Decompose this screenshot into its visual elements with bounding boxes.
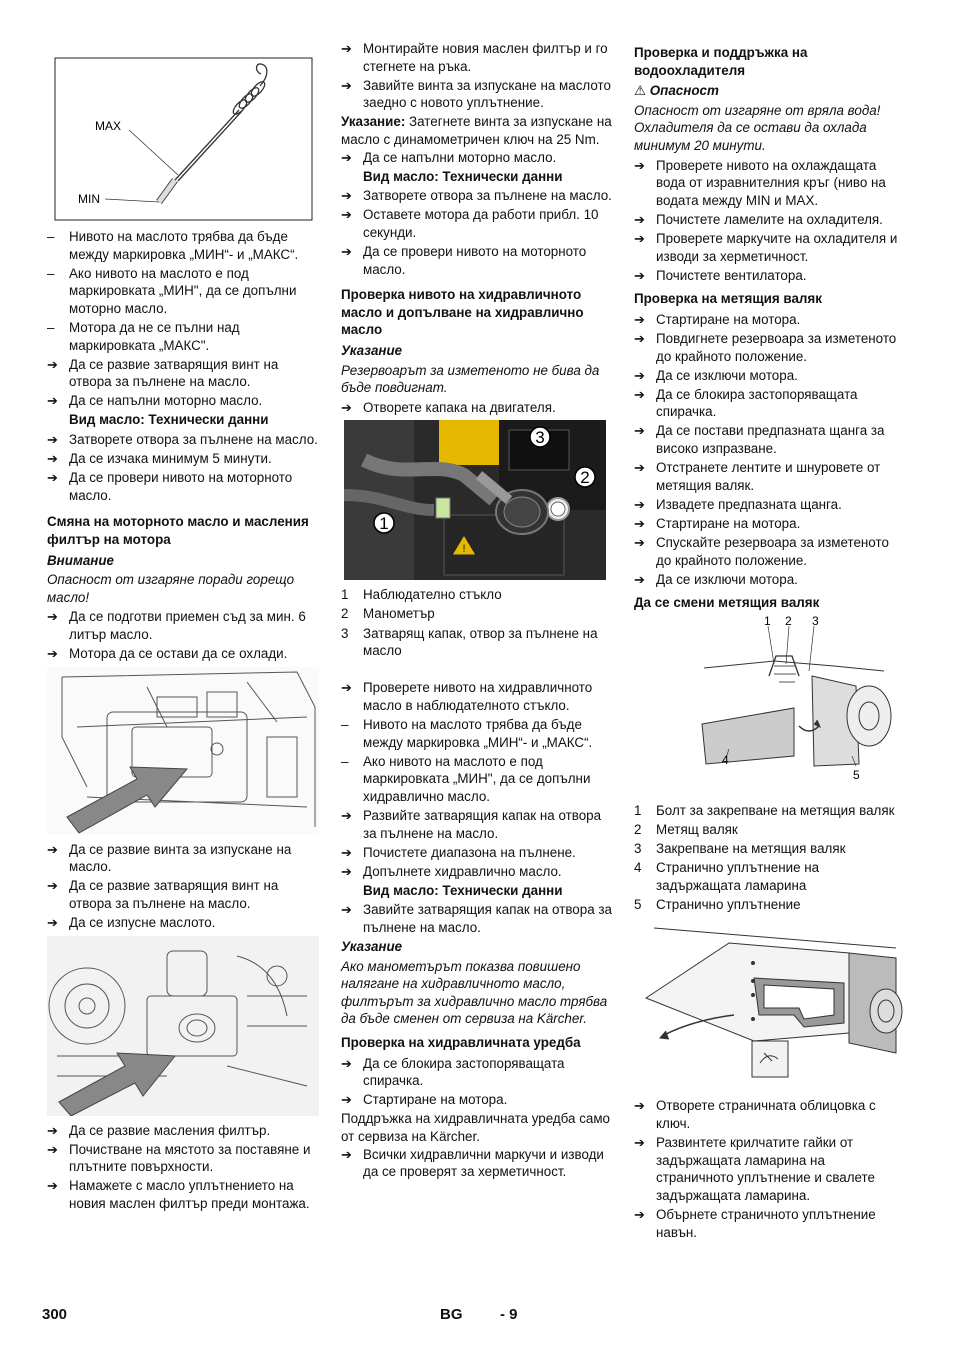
arrow-icon: ➔ [634, 496, 645, 512]
arrow-icon: ➔ [47, 646, 58, 662]
note-text: Резервоарът за изметеното не бива да бъде повдигнат. [341, 362, 600, 396]
note-label: Указание [341, 343, 403, 358]
torque-note: Указание: Затегнете винта за изпускане на масло с динамометричен ключ на 25 Nm. [341, 114, 612, 147]
note-text: Ако манометърът показва повишено налягане на хидравличното масло, филтърът за хидравлично масло трябва да бъде сменен от сервиза на Kärcher. [341, 958, 608, 1027]
column-2 [341, 40, 613, 1182]
list-item: – Ако нивото на маслото е под маркировката „МИН", да се допълни хидравлично масло. [341, 753, 591, 804]
arrow-icon: ➔ [634, 534, 645, 550]
section-heading: Проверка на хидравличната уредба [341, 1035, 581, 1051]
callout-3: 3 [812, 615, 819, 628]
list-item: ➔ Да се напълни моторно масло. [47, 393, 263, 409]
callout-1: 1 [764, 615, 771, 628]
step-list [634, 157, 906, 285]
oil-type-note: Вид масло: Технически данни [363, 882, 563, 898]
list-item: ➔ Всички хидравлични маркучи и изводи да се проверят за херметичност. [341, 1146, 604, 1180]
arrow-icon: ➔ [341, 863, 352, 879]
arrow-icon: ➔ [341, 149, 352, 165]
dash-icon: – [341, 716, 349, 732]
step-list [634, 1097, 906, 1241]
list-item: ➔ Да се развие затварящия винт на отвора за пълнене на масло. [47, 878, 279, 911]
callout-1: 1 [379, 514, 389, 534]
arrow-icon: ➔ [47, 470, 58, 486]
list-item: ➔ Отворете страничната облицовка с ключ. [634, 1098, 876, 1131]
step-list [341, 807, 613, 880]
arrow-icon: ➔ [634, 367, 645, 383]
column-1 [47, 40, 319, 1214]
step-list [341, 399, 613, 417]
arrow-icon: ➔ [47, 841, 58, 857]
arrow-icon: ➔ [341, 188, 352, 204]
list-item: – Нивото на маслото трябва да бъде между маркировка „МИН“- и „МАКС“. [47, 229, 299, 262]
figure-legend [341, 586, 613, 659]
list-item: ➔ Монтирайте новия маслен филтър и го стегнете на ръка. [341, 41, 608, 74]
step-list [634, 311, 906, 588]
list-item: ➔ Проверете маркучите на охладителя и изводи за херметичност. [634, 230, 898, 264]
arrow-icon: ➔ [341, 680, 352, 696]
arrow-icon: ➔ [47, 356, 58, 372]
arrow-icon: ➔ [341, 207, 352, 223]
list-item: ➔ Да се напълни моторно масло. [341, 149, 557, 165]
list-item: ➔ Развинтете крилчатите гайки от задържащата ламарина на страничното уплътнение и свалете задържащата ламарина. [634, 1135, 875, 1203]
note-label: Указание [341, 939, 403, 955]
list-item: ➔ Повдигнете резервоара за изметеното до крайното положение. [634, 330, 897, 364]
step-list [341, 187, 613, 278]
list-item: ➔ Допълнете хидравлично масло. [341, 863, 562, 879]
step-list [47, 431, 319, 504]
arrow-icon: ➔ [634, 515, 645, 531]
dash-icon: – [341, 753, 349, 769]
list-item: ➔ Мотора да се остави да се охлади. [47, 646, 288, 662]
step-list [47, 841, 319, 932]
arrow-icon: ➔ [634, 1098, 645, 1114]
warning-text: Опасност от изгаряне поради горещо масло! [47, 572, 295, 605]
dash-icon: – [47, 229, 55, 244]
step-list [341, 149, 613, 167]
side-seal-figure [634, 923, 906, 1091]
list-item: ➔ Да се провери нивото на моторното масло. [341, 244, 587, 277]
list-item: ➔ Да се изчака минимум 5 минути. [47, 451, 272, 467]
service-note: Поддръжка на хидравличната уредба само от сервиза на Kärcher. [341, 1111, 611, 1144]
step-list [341, 1146, 613, 1181]
list-item: ➔ Да се блокира застопоряващата спирачка. [634, 386, 858, 420]
list-item: ➔ Да се развие масления филтър. [47, 1122, 271, 1138]
warning-icon: ⚠ [634, 83, 647, 99]
list-item: ➔ Завийте винта за изпускане на маслото заедно с новото уплътнение. [341, 77, 611, 111]
arrow-icon: ➔ [341, 41, 352, 56]
legend-item: 3 Затварящ капак, отвор за пълнене на масло [341, 625, 598, 659]
list-item: ➔ Почистете вентилатора. [634, 267, 807, 283]
arrow-icon: ➔ [341, 77, 352, 93]
arrow-icon: ➔ [341, 244, 352, 260]
step-list [47, 356, 319, 410]
arrow-icon: ➔ [634, 311, 645, 327]
list-item: ➔ Стартиране на мотора. [634, 311, 801, 327]
arrow-icon: ➔ [634, 423, 645, 439]
arrow-icon: ➔ [341, 399, 352, 415]
list-item: – Нивото на маслото трябва да бъде между маркировка „МИН“- и „МАКС“. [341, 716, 593, 750]
hydraulic-tank-figure [344, 420, 616, 580]
list-item: ➔ Намажете с масло уплътнението на новия маслен филтър преди монтажа. [47, 1178, 310, 1211]
list-item: ➔ Да се блокира застопоряващата спирачка. [341, 1055, 565, 1089]
arrow-icon: ➔ [634, 211, 645, 227]
list-item: ➔ Стартиране на мотора. [634, 515, 801, 531]
warning-label: Внимание [47, 552, 115, 568]
legend-item: 4 Странично уплътнение на задържащата ламарина [634, 860, 820, 893]
callout-3: 3 [535, 428, 545, 448]
language-code: BG [440, 1306, 463, 1323]
step-list [47, 608, 319, 662]
list-item: ➔ Да се изпусне маслото. [47, 915, 216, 931]
list-item: ➔ Проверете нивото на охлаждащата вода от изравнителния кръг (ниво на водата между MIN и MAX. [634, 157, 886, 208]
danger-label: ⚠ Опасност [634, 83, 719, 99]
list-item: ➔ Почистване на мястото за поставяне и плътните повърхности. [47, 1141, 311, 1175]
oil-drain-figure [47, 667, 319, 835]
list-item: ➔ Отворете капака на двигателя. [341, 399, 556, 415]
figure-legend [634, 802, 906, 914]
arrow-icon: ➔ [47, 878, 58, 894]
list-item: ➔ Обърнете страничното уплътнение навън. [634, 1206, 876, 1240]
arrow-icon: ➔ [47, 432, 58, 448]
list-item: ➔ Затворете отвора за пълнене на масло. [341, 188, 612, 204]
dash-list-1 [47, 228, 319, 354]
section-heading: Проверка нивото на хидравличното масло и допълване на хидравлично масло [341, 287, 584, 338]
sweeping-roller-figure [634, 616, 906, 796]
step-list [341, 40, 613, 112]
arrow-icon: ➔ [634, 267, 645, 283]
max-label: MAX [95, 119, 122, 133]
step-list [341, 1055, 613, 1109]
arrow-icon: ➔ [634, 330, 645, 346]
list-item: ➔ Отстранете лентите и шнуровете от метящия валяк. [634, 460, 881, 493]
arrow-icon: ➔ [47, 1122, 58, 1138]
list-item: ➔ Да се изключи мотора. [634, 571, 798, 587]
arrow-icon: ➔ [634, 460, 645, 476]
svg-text:!: ! [462, 543, 466, 556]
arrow-icon: ➔ [634, 230, 645, 246]
list-item: ➔ Развийте затварящия капак на отвора за пълнене на масло. [341, 807, 602, 841]
arrow-icon: ➔ [634, 386, 645, 402]
min-label: MIN [78, 192, 100, 206]
legend-item: 5 Странично уплътнение [634, 896, 801, 912]
arrow-icon: ➔ [341, 1055, 352, 1071]
oil-filter-figure [47, 936, 319, 1116]
arrow-icon: ➔ [634, 1206, 645, 1222]
arrow-icon: ➔ [341, 844, 352, 860]
legend-item: 1 Болт за закрепване на метящия валяк [634, 802, 895, 818]
dash-icon: – [47, 319, 55, 335]
arrow-icon: ➔ [634, 157, 645, 173]
arrow-icon: ➔ [47, 1141, 58, 1157]
list-item: ➔ Извадете предпазната щанга. [634, 496, 842, 512]
step-list [47, 1122, 319, 1213]
arrow-icon: ➔ [47, 451, 58, 467]
legend-item: 2 Манометър [341, 606, 435, 622]
oil-type-note: Вид масло: Технически данни [69, 412, 269, 428]
list-item: – Мотора да не се пълни над маркировката „МАКС". [47, 319, 240, 353]
column-3 [634, 40, 906, 1243]
list-item: ➔ Спускайте резервоара за изметеното до крайното положение. [634, 534, 889, 568]
step-list [341, 679, 613, 714]
callout-2: 2 [580, 468, 590, 488]
callout-2: 2 [785, 615, 792, 628]
list-item: ➔ Да се развие винта за изпускане на масло. [47, 841, 292, 875]
list-item: ➔ Да се подготви приемен съд за мин. 6 литър масло. [47, 609, 306, 642]
arrow-icon: ➔ [47, 915, 58, 931]
legend-item: 2 Метящ валяк [634, 821, 738, 837]
danger-text: Опасност от изгаряне от вряла вода! Охладителя да се остави да охлада минимум 20 минути. [634, 102, 881, 153]
dipstick-figure [47, 44, 319, 222]
arrow-icon: ➔ [341, 1092, 352, 1108]
section-heading: Проверка на метящия валяк [634, 291, 822, 307]
arrow-icon: ➔ [47, 1178, 58, 1194]
section-heading: Да се смени метящия валяк [634, 595, 820, 611]
arrow-icon: ➔ [341, 902, 352, 918]
list-item: ➔ Затворете отвора за пълнене на масло. [47, 432, 318, 448]
oil-type-note: Вид масло: Технически данни [363, 168, 563, 184]
list-item: ➔ Стартиране на мотора. [341, 1092, 508, 1108]
section-heading: Смяна на моторното масло и масления филтър на мотора [47, 514, 309, 547]
list-item: ➔ Да се изключи мотора. [634, 367, 798, 383]
arrow-icon: ➔ [634, 1135, 645, 1151]
dash-list-2 [341, 716, 613, 805]
list-item: ➔ Да се постави предпазната щанга за високо изпразване. [634, 423, 885, 456]
list-item: ➔ Оставете мотора да работи прибл. 10 секунди. [341, 207, 599, 240]
list-item: ➔ Почистете диапазона на пълнене. [341, 844, 576, 860]
step-list [341, 901, 613, 936]
page-number: 300 [42, 1306, 68, 1323]
legend-item: 1 Наблюдателно стъкло [341, 587, 502, 603]
arrow-icon: ➔ [634, 571, 645, 587]
callout-5: 5 [853, 767, 860, 782]
list-item: ➔ Проверете нивото на хидравличното масло в наблюдателното стъкло. [341, 680, 593, 713]
arrow-icon: ➔ [341, 1146, 352, 1162]
list-item: ➔ Да се развие затварящия винт на отвора за пълнене на масло. [47, 356, 279, 390]
arrow-icon: ➔ [47, 393, 58, 409]
dipstick-illustration [159, 64, 267, 202]
callout-4: 4 [722, 752, 729, 767]
list-item: ➔ Да се провери нивото на моторното масло. [47, 470, 293, 503]
arrow-icon: ➔ [341, 807, 352, 823]
list-item: – Ако нивото на маслото е под маркировката „МИН", да се допълни моторно масло. [47, 265, 297, 316]
list-item: ➔ Завийте затварящия капак на отвора за пълнене на масло. [341, 902, 612, 935]
legend-item: 3 Закрепване на метящия валяк [634, 841, 846, 856]
dash-icon: – [47, 265, 55, 281]
section-page: - 9 [500, 1306, 518, 1323]
arrow-icon: ➔ [47, 609, 58, 625]
section-heading: Проверка и поддръжка на водоохладителя [634, 45, 808, 78]
list-item: ➔ Почистете ламелите на охладителя. [634, 211, 883, 227]
